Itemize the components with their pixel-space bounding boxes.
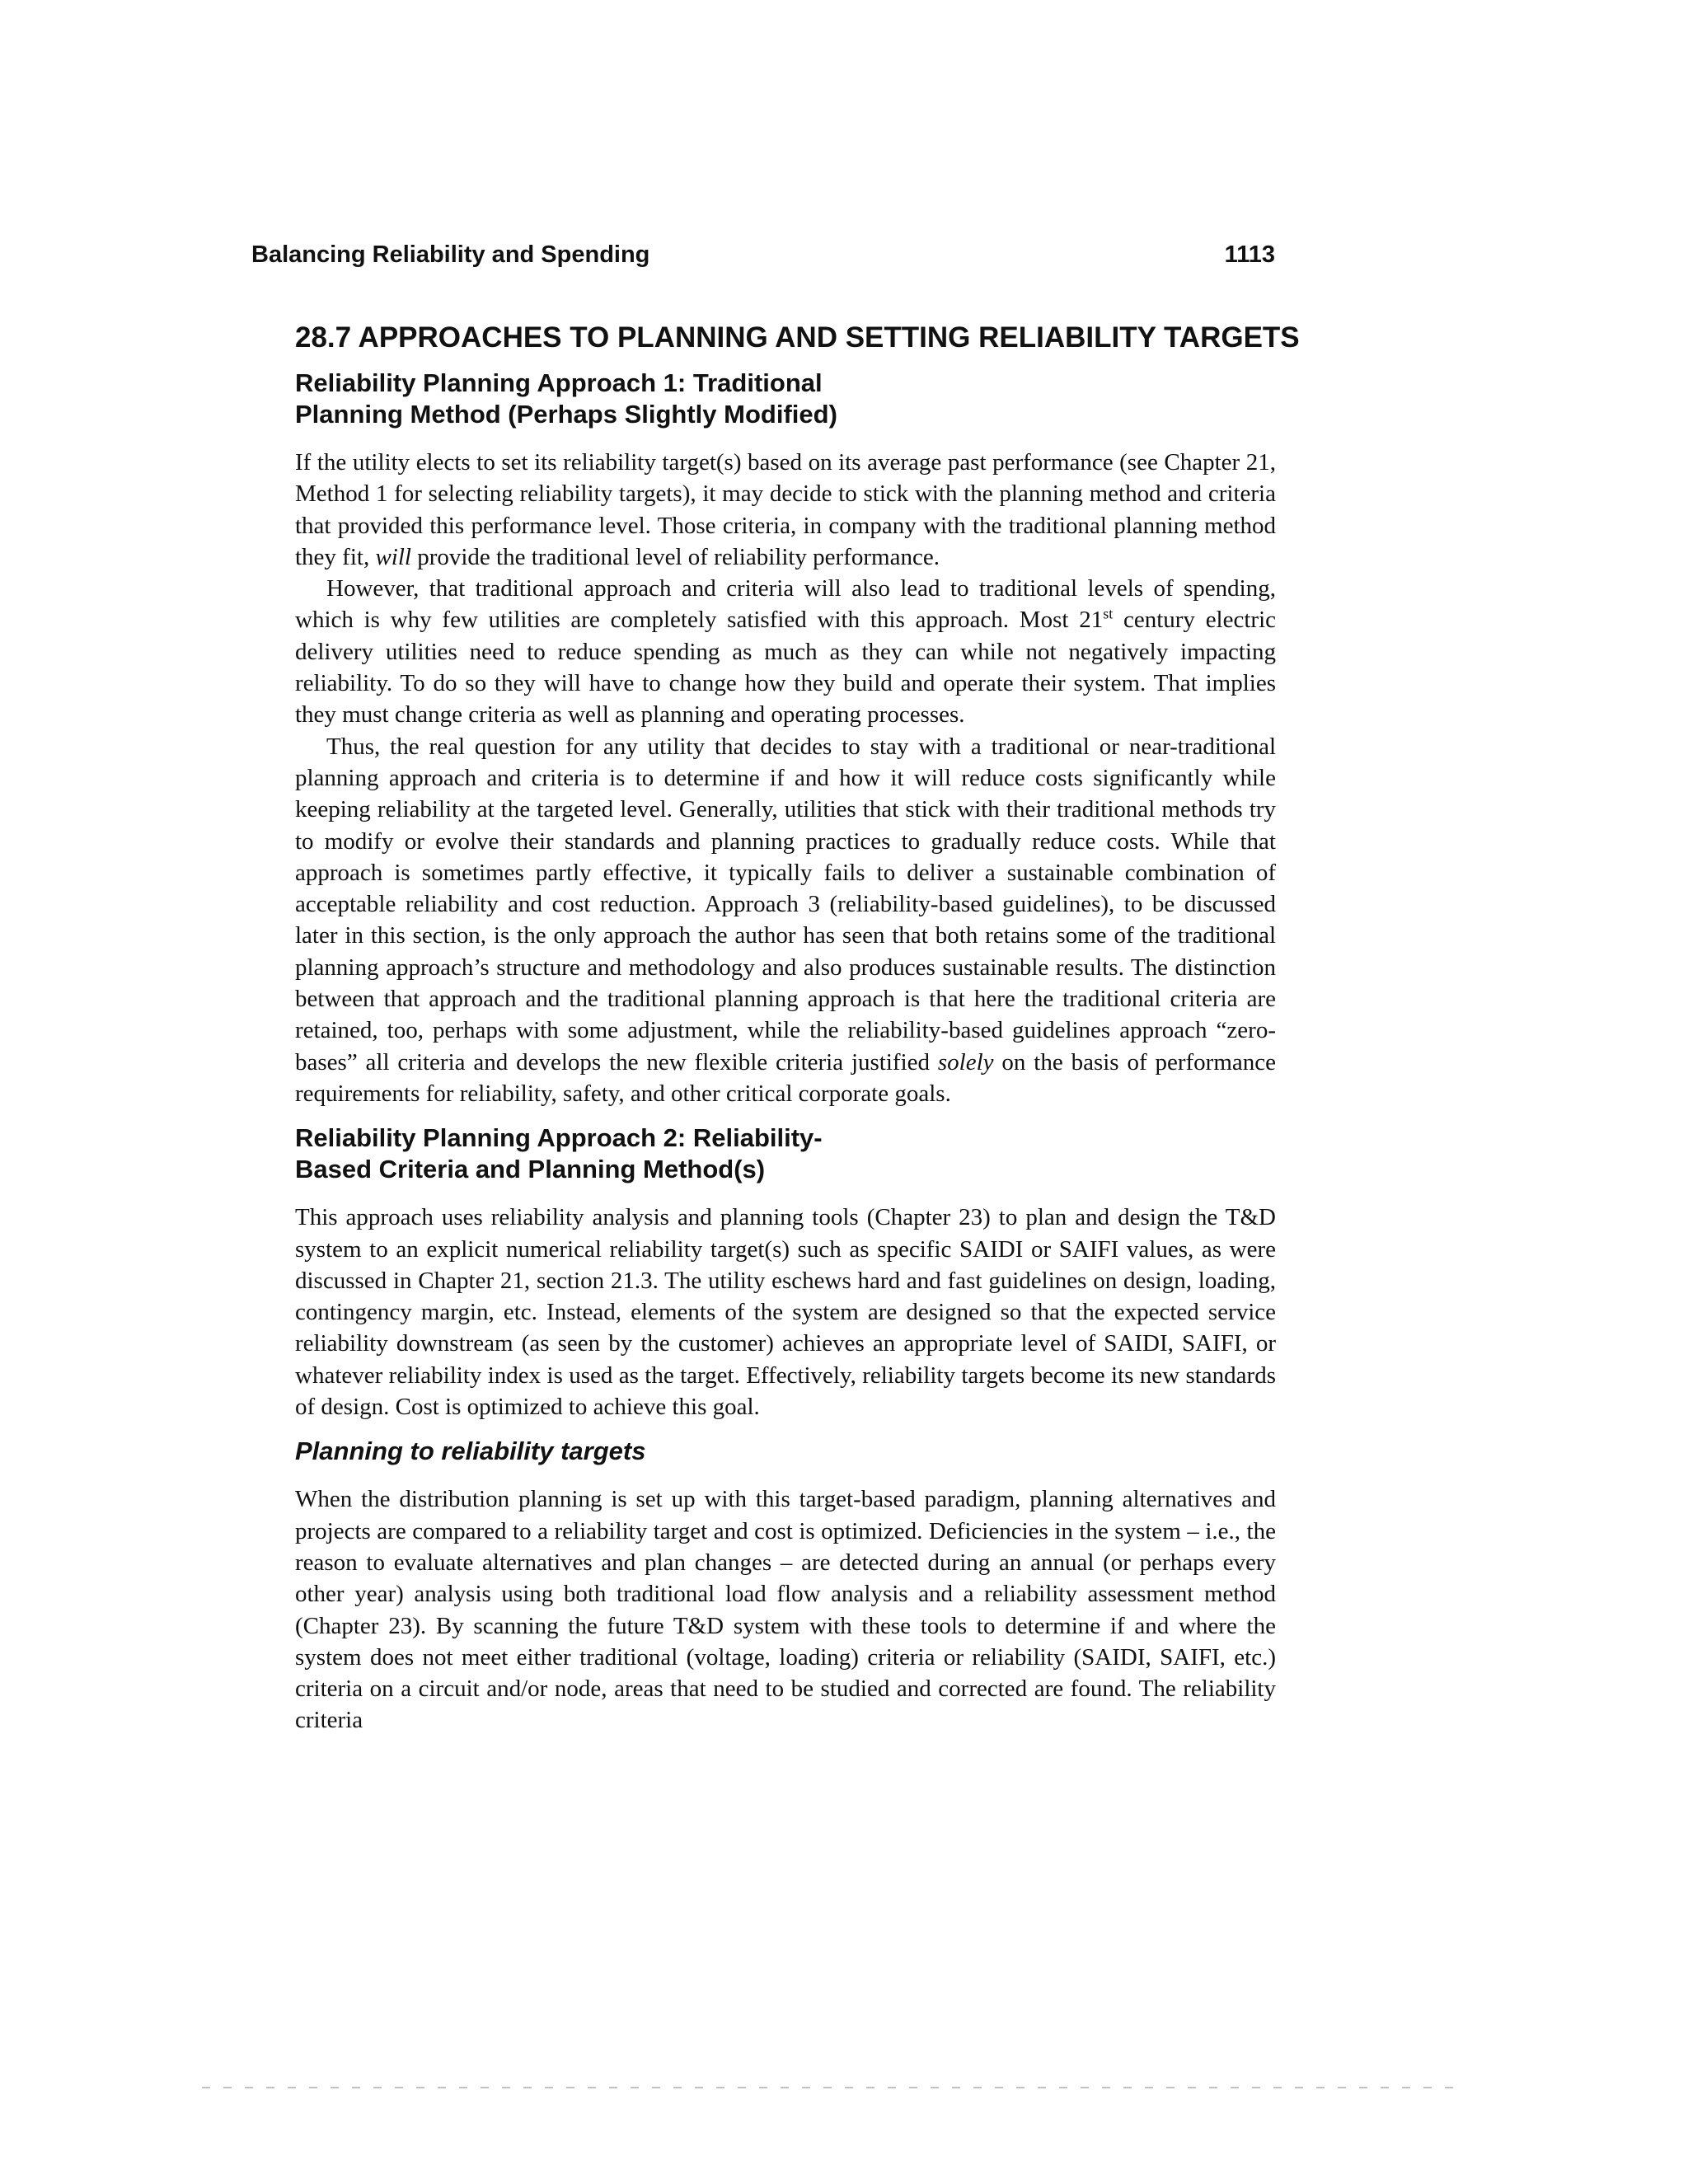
approach1-heading-line1: Reliability Planning Approach 1: Traditional (295, 368, 823, 397)
approach1-p2-superscript: st (1103, 605, 1114, 622)
approach1-p3-italic: solely (937, 1048, 994, 1076)
scan-artifact-line (202, 2087, 1463, 2088)
spacer (295, 1109, 1276, 1122)
approach2-heading-line1: Reliability Planning Approach 2: Reliability- (295, 1123, 823, 1153)
approach1-paragraph-3 (295, 731, 1276, 1110)
approach1-p3-text-b: on the basis of performance requirements for reliability, safety, and other critical corporate goals. (295, 1048, 1276, 1107)
spacer (295, 1422, 1276, 1436)
approach1-p1-italic: will (375, 543, 411, 570)
approach1-p1-text-b: provide the traditional level of reliability performance. (410, 543, 940, 570)
approach1-heading-line2: Planning Method (Perhaps Slightly Modified) (295, 400, 837, 429)
approach2-heading-line2: Based Criteria and Planning Method(s) (295, 1155, 766, 1184)
approach1-p3-text-a: Thus, the real question for any utility that decides to stay with a traditional or near-traditional planning approach and criteria is to determine if and how it will reduce costs significantly while keeping reliability at the targeted level. Generally, utilities that stick with their traditional methods try to modify or evolve their standards and planning practices to gradually reduce costs. While that approach is sometimes partly effective, it typically fails to deliver a sustainable combination of acceptable reliability and cost reduction. Approach 3 (reliability-based guidelines), to be discussed later in this section, is the only approach the author has seen that both retains some of the traditional planning approach’s structure and methodology and also produces sustainable results. The distinction between that approach and the traditional planning approach is that here the traditional criteria are retained, too, perhaps with some adjustment, while the reliability-based guidelines approach “zero-bases” all criteria and develops the new flexible criteria justified (295, 733, 1276, 1076)
approach1-p2-text-b: century electric delivery utilities need to reduce spending as much as they can while not negatively impacting reliability. To do so they will have to change how they build and operate their system. That implies they must change criteria as well as planning and operating processes. (295, 607, 1277, 729)
approach2-paragraph-1: This approach uses reliability analysis and planning tools (Chapter 23) to plan and design the T&D system to an explicit numerical reliability target(s) such as specific SAIDI or SAIFI values, as were discussed in Chapter 21, section 21.3. The utility eschews hard and fast guidelines on design, loading, contingency margin, etc. Instead, elements of the system are designed so that the expected service reliability downstream (as seen by the customer) achieves an appropriate level of SAIDI, SAIFI, or whatever reliability index is used as the target. Effectively, reliability targets become its new standards of design. Cost is optimized to achieve this goal. (295, 1204, 1276, 1421)
page-number: 1113 (1224, 241, 1275, 268)
planning-targets-heading: Planning to reliability targets (295, 1436, 646, 1466)
approach1-p2-text-a: However, that traditional approach and criteria will also lead to traditional levels of spending, which is why few utilities are completely satisfied with this approach. Most 21 (295, 575, 1276, 634)
planning-targets-paragraph-1: When the distribution planning is set up with this target-based paradigm, planning alternatives and projects are compared to a reliability target and cost is optimized. Deficiencies in the system – i.e., the reason to evaluate alternatives and plan changes – are detected during an annual (or perhaps every other year) analysis using both traditional load flow analysis and a reliability assessment method (Chapter 23). By scanning the future T&D system with these tools to determine if and where the system does not meet either traditional (voltage, loading) criteria or reliability (SAIDI, SAIFI, etc.) criteria on a circuit and/or node, areas that need to be studied and corrected are found. The reliability criteria (295, 1486, 1276, 1734)
page-body (295, 320, 1300, 1736)
running-title: Balancing Reliability and Spending (251, 241, 650, 268)
approach1-paragraph-1 (295, 447, 1276, 573)
approach1-paragraph-2 (295, 573, 1276, 730)
approach2-heading (295, 1122, 1276, 1185)
approach1-p1-text-a: If the utility elects to set its reliability target(s) based on its average past performance (see Chapter 21, Method 1 for selecting reliability targets), it may decide to stick with the planning method and criteria that provided this performance level. Those criteria, in company with the traditional planning method they fit, (295, 449, 1276, 570)
approach1-heading (295, 368, 1276, 430)
section-heading: 28.7 APPROACHES TO PLANNING AND SETTING RELIABILITY TARGETS (295, 321, 1300, 354)
